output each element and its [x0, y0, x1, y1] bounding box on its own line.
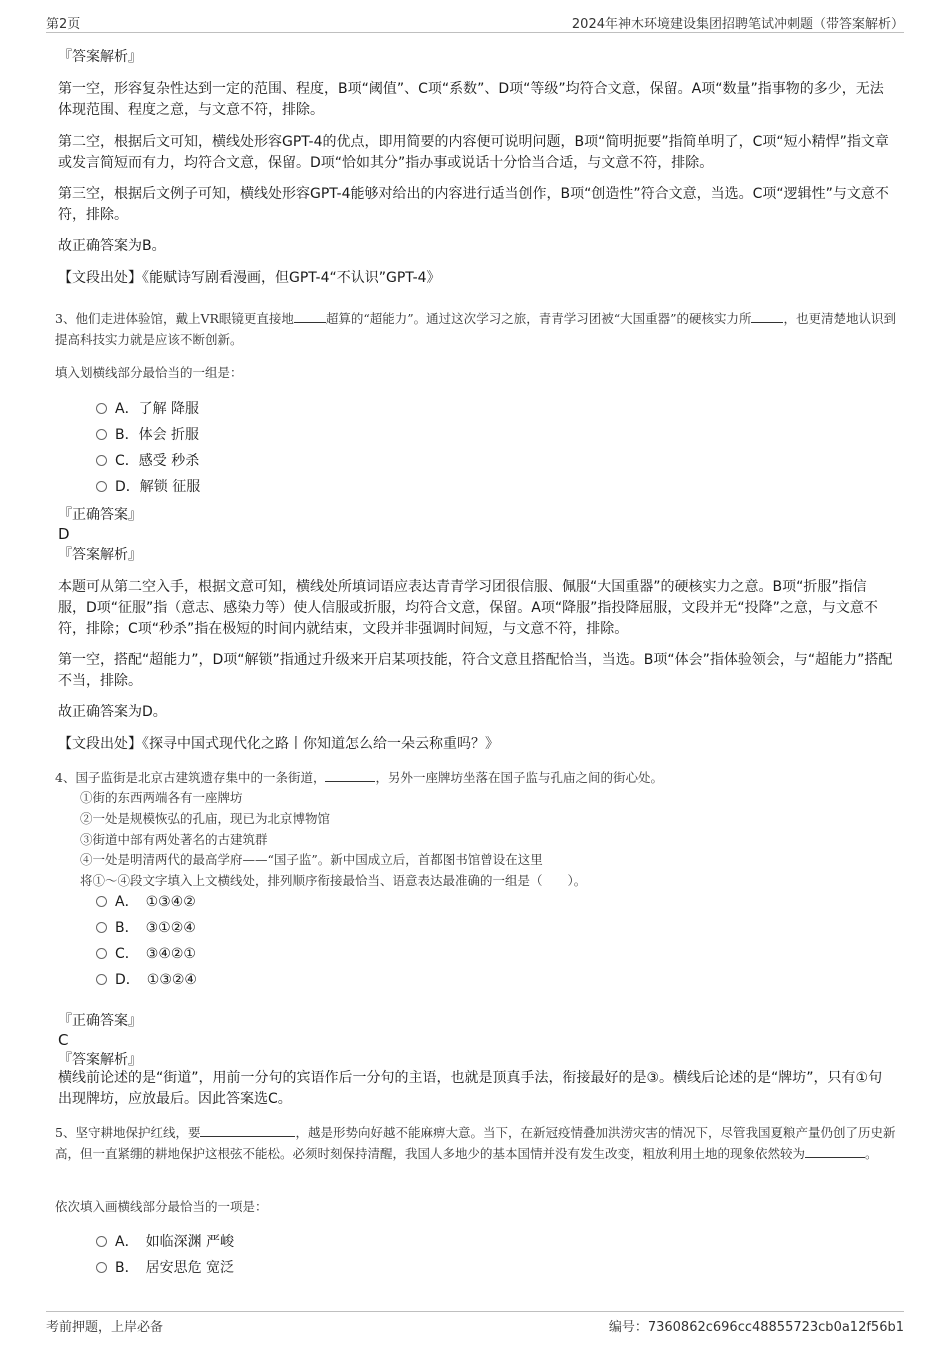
radio-icon[interactable]	[96, 1262, 107, 1273]
q2-analysis-title: 『答案解析』	[58, 49, 142, 65]
q2-source: 【文段出处】《能赋诗写剧看漫画，但GPT-4“不认识”GPT-4》	[58, 270, 441, 286]
q3-analysis-p2: 第一空，搭配“超能力”，D项“解锁”指通过升级来开启某项技能，符合文意且搭配恰当，当选。B项“体会”指体验领会，与“超能力”搭配不当，排除。	[58, 652, 893, 689]
q4-option-d[interactable]: D． ①③②④	[96, 970, 197, 990]
q4-answer: C	[58, 1031, 69, 1049]
q3-answer: D	[58, 525, 70, 543]
q3-option-c[interactable]: C．感受 秒杀	[96, 451, 199, 471]
q2-analysis-p2: 第二空，根据后文可知，横线处形容GPT-4的优点，即用简要的内容便可说明问题，B项“简明扼要”指简单明了，C项“短小精悍”指文章或发言简短而有力，均符合文意，保留。D项“恰如其分”指办事或说话十分恰当合适，与文意不符，排除。	[58, 134, 889, 171]
radio-icon[interactable]	[96, 1236, 107, 1247]
q3-answer-title: 『正确答案』	[58, 507, 142, 523]
q2-analysis-p1: 第一空，形容复杂性达到一定的范围、程度，B项“阈值”、C项“系数”、D项“等级”均符合文意，保留。A项“数量”指事物的多少，无法体现范围、程度之意，与文意不符，排除。	[58, 81, 884, 118]
q5-option-a[interactable]: A． 如临深渊 严峻	[96, 1232, 234, 1252]
radio-icon[interactable]	[96, 896, 107, 907]
radio-icon[interactable]	[96, 922, 107, 933]
q3-instruction: 填入划横线部分最恰当的一组是：	[55, 365, 243, 380]
q4-option-c[interactable]: C． ③④②①	[96, 944, 196, 964]
q5-blank-1	[200, 1124, 295, 1137]
q3-analysis-title: 『答案解析』	[58, 547, 142, 563]
footer-serial: 编号：7360862c696cc48855723cb0a12f56b1	[608, 1320, 904, 1335]
q3-conclusion: 故正确答案为D。	[58, 704, 167, 720]
q4-analysis-title: 『答案解析』	[58, 1052, 142, 1068]
q3-stem: 3、他们走进体验馆，戴上VR眼镜更直接地 超算的“超能力”。通过这次学习之旅，青青学习团被“大国重器”的硬核实力所 ，也更清楚地认识到提高科技实力就是应该不断创新。	[55, 311, 896, 347]
q4-answer-title: 『正确答案』	[58, 1013, 142, 1029]
q2-analysis-p3: 第三空，根据后文例子可知，横线处形容GPT-4能够对给出的内容进行适当创作，B项“创造性”符合文意，当选。C项“逻辑性”与文意不符，排除。	[58, 186, 889, 223]
q5-option-b[interactable]: B． 居安思危 宽泛	[96, 1258, 234, 1278]
radio-icon[interactable]	[96, 455, 107, 466]
q4-option-b[interactable]: B． ③①②④	[96, 918, 196, 938]
radio-icon[interactable]	[96, 974, 107, 985]
q4-option-a[interactable]: A． ①③④②	[96, 892, 196, 912]
q5-instruction: 依次填入画横线部分最恰当的一项是：	[55, 1199, 268, 1214]
q3-source: 【文段出处】《探寻中国式现代化之路丨你知道怎么给一朵云称重吗？》	[58, 736, 499, 752]
q3-option-b[interactable]: B．体会 折服	[96, 425, 199, 445]
q3-option-d[interactable]: D．解锁 征服	[96, 477, 200, 497]
page-footer	[46, 1311, 904, 1340]
radio-icon[interactable]	[96, 403, 107, 414]
q4-item-2: ②一处是规模恢弘的孔庙，现已为北京博物馆	[80, 811, 331, 826]
footer-motto: 考前押题，上岸必备	[46, 1320, 164, 1335]
q3-analysis-p1: 本题可从第二空入手，根据文意可知，横线处所填词语应表达青青学习团很信服、佩服“大国重器”的硬核实力之意。B项“折服”指信服，D项“征服”指（意志、感染力等）使人信服或折服，均符合文意，保留。A项“降服”指投降屈服，文段并无“投降”之意，与文意不符，排除；C项“秒杀”指在极短的时间内就结束，文段并非强调时间短，与文意不符，排除。	[58, 579, 878, 637]
q3-blank-2	[751, 310, 783, 323]
q4-analysis: 横线前论述的是“街道”，用前一分句的宾语作后一分句的主语，也就是顶真手法，衔接最好的是③。横线后论述的是“牌坊”，只有①句出现牌坊，应放最后。因此答案选C。	[58, 1070, 883, 1107]
q3-option-a[interactable]: A．了解 降服	[96, 399, 199, 419]
q4-item-4: ④一处是明清两代的最高学府——“国子监”。新中国成立后，首都图书馆曾设在这里	[80, 852, 543, 867]
q4-instruction: 将①～④段文字填入上文横线处，排列顺序衔接最恰当、语意表达最准确的一组是（ ）。	[80, 873, 587, 888]
page-number: 第2页	[46, 17, 81, 32]
q5-stem: 5、坚守耕地保护红线，要 ，越是形势向好越不能麻痹大意。当下，在新冠疫情叠加洪涝灾害的情况下，尽管我国夏粮产量仍创了历史新高，但一直紧绷的耕地保护这根弦不能松。必须时刻保持清醒，我国人多地少的基本国情并没有发生改变，粗放利用土地的现象依然较为 。	[55, 1125, 896, 1161]
q4-item-1: ①街的东西两端各有一座牌坊	[80, 790, 243, 805]
q4-blank	[325, 769, 375, 782]
document-title: 2024年神木环境建设集团招聘笔试冲刺题（带答案解析）	[571, 17, 904, 32]
radio-icon[interactable]	[96, 948, 107, 959]
q4-item-3: ③街道中部有两处著名的古建筑群	[80, 832, 268, 847]
radio-icon[interactable]	[96, 429, 107, 440]
q3-blank-1	[294, 310, 326, 323]
page-header	[46, 10, 904, 33]
q4-stem: 4、国子监街是北京古建筑遗存集中的一条街道， ，另外一座牌坊坐落在国子监与孔庙之间的街心处。	[55, 770, 663, 785]
q5-blank-2	[805, 1145, 865, 1158]
q2-conclusion: 故正确答案为B。	[58, 238, 166, 254]
radio-icon[interactable]	[96, 481, 107, 492]
